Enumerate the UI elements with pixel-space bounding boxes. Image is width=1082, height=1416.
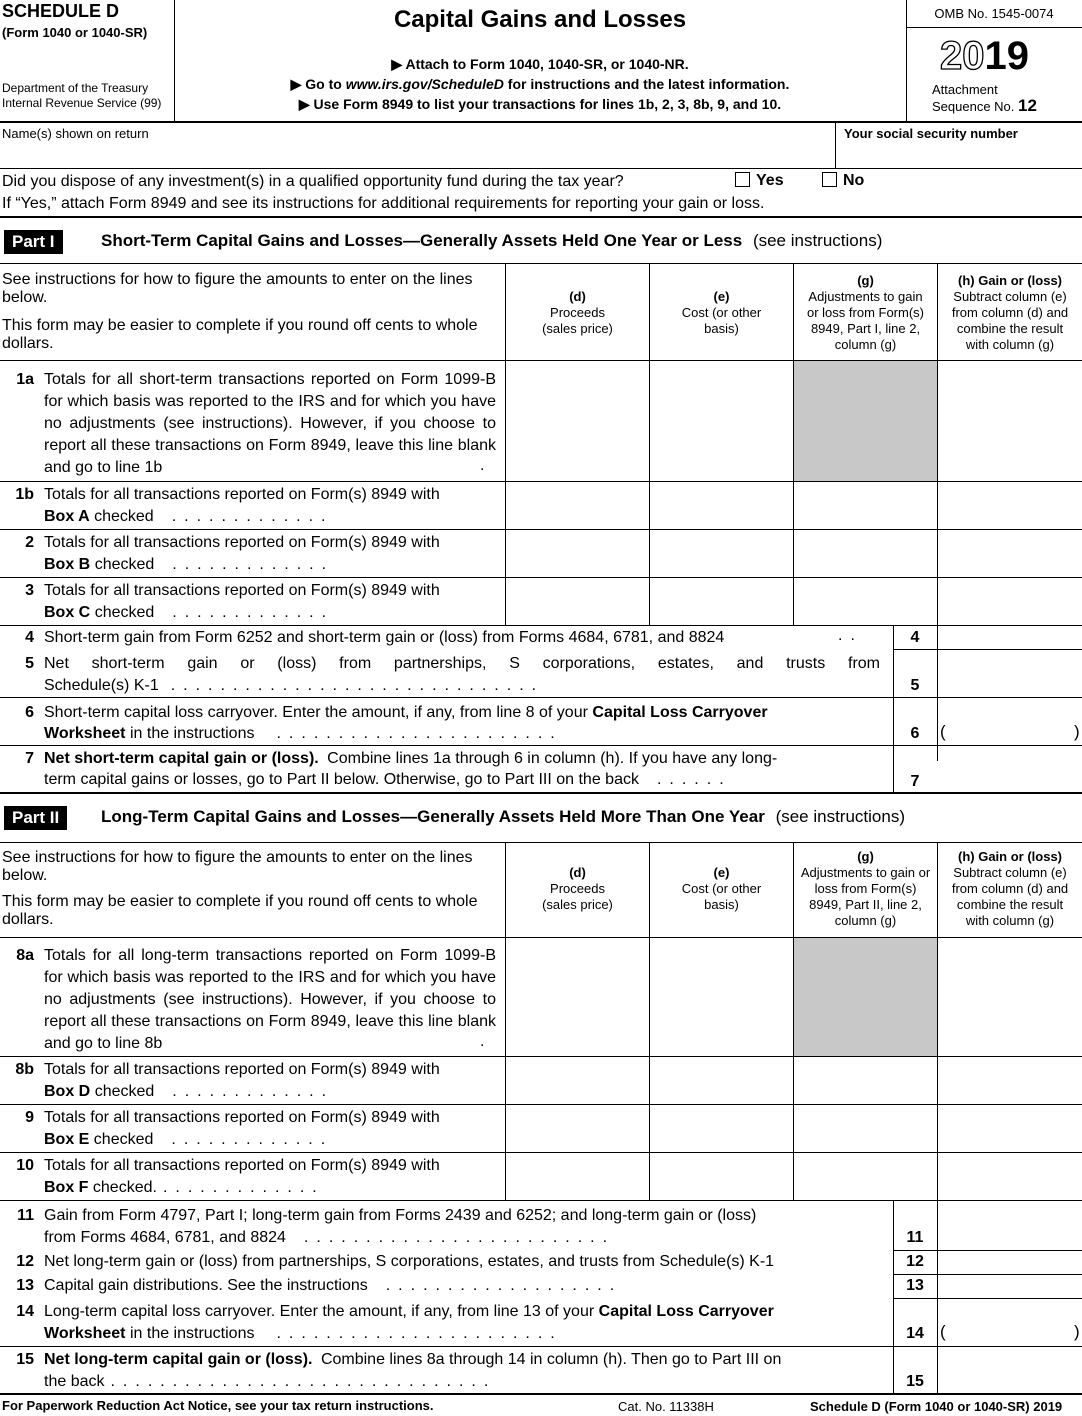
p2-col-d-text: Proceeds (sales price) bbox=[542, 881, 613, 912]
p2-col-g-text: Adjustments to gain or loss from Form(s) 8949, Part II, line 2, column (g) bbox=[800, 865, 931, 928]
line-8a-number: 8a bbox=[16, 947, 34, 964]
line-1b-leader: ............. bbox=[171, 508, 334, 525]
line-10-col-g-field[interactable] bbox=[794, 1153, 937, 1199]
line-6-col-h-field[interactable] bbox=[950, 698, 1072, 744]
sequence-text: Sequence No. bbox=[932, 99, 1015, 114]
line-10-col-h-field[interactable] bbox=[938, 1153, 1082, 1199]
sequence-label bbox=[932, 96, 1037, 116]
line-5-box: 5 bbox=[910, 677, 920, 694]
line-14-text-b bbox=[44, 1323, 563, 1345]
line-2-box-label: Box B bbox=[44, 556, 91, 573]
line-8a-text: Totals for all long-term transactions reported on Form 1099-B for which basis was reported to the IRS and for which you have no adjustments (see instructions). However, if you choose to report all these transactions on Form 8949, leave this line blank and go to line 8b bbox=[44, 947, 496, 1052]
p1-col-h-letter: (h) Gain or (loss) bbox=[958, 273, 1062, 288]
line-3-checked: checked bbox=[94, 604, 155, 621]
p2-colhead-intro2: This form may be easier to complete if you round off cents to whole dollars. bbox=[2, 893, 478, 928]
line-10-number: 10 bbox=[16, 1157, 34, 1174]
line-6-text-b bbox=[44, 723, 563, 745]
line-14-text-a bbox=[44, 1301, 774, 1323]
line-8a-col-h-field[interactable] bbox=[938, 938, 1082, 1056]
instruction-goto-pre: ▶ Go to bbox=[290, 76, 346, 92]
p2-col-h-text: Subtract column (e) from column (d) and combine the result with column (g) bbox=[951, 865, 1069, 928]
line-8b-text: Totals for all transactions reported on Form(s) 8949 with bbox=[44, 1061, 440, 1078]
line-10-col-e-field[interactable] bbox=[650, 1153, 793, 1199]
qof-no-option[interactable] bbox=[822, 172, 864, 190]
line-12-box: 12 bbox=[906, 1253, 924, 1270]
line-8b-col-g-field[interactable] bbox=[794, 1057, 937, 1103]
line-6-instructions: in the instructions bbox=[129, 725, 255, 742]
qof-no-label: No bbox=[843, 172, 865, 189]
line-6-open-paren: ( bbox=[940, 722, 946, 741]
line-8b-col-h-field[interactable] bbox=[938, 1057, 1082, 1103]
line-9-col-g-field[interactable] bbox=[794, 1105, 937, 1151]
line-1b-checked: checked bbox=[94, 508, 154, 525]
line-10-box-row bbox=[44, 1177, 325, 1199]
line-6-number: 6 bbox=[25, 704, 34, 721]
line-6-close-paren: ) bbox=[1074, 722, 1080, 741]
irs-label: Internal Revenue Service (99) bbox=[2, 96, 162, 110]
p2-col-e-text: Cost (or other basis) bbox=[681, 881, 762, 912]
line-1a-text: Totals for all short-term transactions reported on Form 1099-B for which basis was reported to the IRS and for which you have no adjustments (see instructions). However, if you choose to report all these transactions on Form 8949, leave this line blank and go to line 1b bbox=[44, 371, 496, 476]
line-5-leader: .............................. bbox=[170, 677, 545, 694]
line-15-text-a bbox=[44, 1349, 781, 1371]
line-3-leader: ............. bbox=[172, 604, 335, 621]
line-6-text-a bbox=[44, 702, 768, 724]
line-9-col-h-field[interactable] bbox=[938, 1105, 1082, 1151]
irs-url-link[interactable]: www.irs.gov/ScheduleD bbox=[345, 76, 504, 92]
p2-col-g-letter: (g) bbox=[857, 849, 874, 864]
line-14-col-h-field[interactable] bbox=[950, 1299, 1072, 1345]
qof-note: If “Yes,” attach Form 8949 and see its instructions for additional requirements for reporting your gain or loss. bbox=[2, 195, 765, 212]
line-6-worksheet: Worksheet bbox=[44, 725, 126, 742]
p2-colhead-intro1: See instructions for how to figure the amounts to enter on the lines below. bbox=[2, 849, 473, 884]
line-8b-col-d-field[interactable] bbox=[506, 1057, 649, 1103]
p2-col-e-header bbox=[650, 865, 793, 913]
line-13-label: Capital gain distributions. See the instructions bbox=[44, 1277, 368, 1294]
line-13-box: 13 bbox=[906, 1277, 924, 1294]
line-10-checked: checked. bbox=[92, 1179, 157, 1196]
instruction-8949: ▶ Use Form 8949 to list your transactions for lines 1b, 2, 3, 8b, 9, and 10. bbox=[298, 96, 782, 112]
line-3-number: 3 bbox=[25, 582, 34, 599]
line-1b-col-e-field[interactable] bbox=[650, 482, 793, 528]
line-4-text: Short-term gain from Form 6252 and short-term gain or (loss) from Forms 4684, 6781, and 8824 bbox=[44, 629, 725, 646]
line-10-col-d-field[interactable] bbox=[506, 1153, 649, 1199]
p1-col-d-letter: (d) bbox=[569, 289, 586, 304]
line-8a-col-e-field[interactable] bbox=[650, 938, 793, 1056]
line-14-close-paren: ) bbox=[1074, 1322, 1080, 1341]
line-1a-col-d-field[interactable] bbox=[506, 361, 649, 481]
part2-title-row bbox=[101, 807, 905, 827]
line-15-text-b bbox=[44, 1371, 496, 1393]
line-5-text-b bbox=[44, 675, 544, 697]
ssn-label: Your social security number bbox=[844, 126, 1018, 141]
line-1a-dot: . bbox=[480, 457, 485, 474]
instruction-attach: ▶ Attach to Form 1040, 1040-SR, or 1040-NR. bbox=[391, 56, 689, 72]
line-14-bold: Capital Loss Carryover bbox=[598, 1303, 774, 1320]
line-10-leader: ............. bbox=[162, 1179, 325, 1196]
line-11-number: 11 bbox=[17, 1207, 34, 1224]
line-9-number: 9 bbox=[25, 1109, 34, 1126]
tax-year-outline: 20 bbox=[940, 34, 985, 78]
line-3-text: Totals for all transactions reported on Form(s) 8949 with bbox=[44, 582, 440, 599]
sequence-number: 12 bbox=[1018, 96, 1037, 115]
line-4-leader: .. bbox=[838, 627, 863, 644]
ssn-field[interactable] bbox=[836, 124, 1082, 168]
form-name: SCHEDULE D bbox=[2, 1, 120, 21]
part1-see-instructions: (see instructions) bbox=[752, 231, 883, 250]
line-15-box: 15 bbox=[906, 1373, 924, 1390]
line-11-text-cont: from Forms 4684, 6781, and 8824 bbox=[44, 1229, 286, 1246]
line-12-number: 12 bbox=[16, 1253, 34, 1270]
line-1b-col-g-field[interactable] bbox=[794, 482, 937, 528]
line-14-box: 14 bbox=[906, 1325, 924, 1342]
footer-cat-number: Cat. No. 11338H bbox=[618, 1399, 714, 1414]
p2-col-h-header bbox=[938, 849, 1082, 929]
line-15-text-cont: the back bbox=[44, 1373, 105, 1390]
qof-question: Did you dispose of any investment(s) in a qualified opportunity fund during the tax year? bbox=[2, 173, 624, 190]
p1-colhead-intro2: This form may be easier to complete if you round off cents to whole dollars. bbox=[2, 317, 478, 352]
line-11-text-b bbox=[44, 1227, 615, 1249]
line-15-number: 15 bbox=[16, 1351, 34, 1368]
line-6-bold: Capital Loss Carryover bbox=[592, 704, 768, 721]
line-9-text: Totals for all transactions reported on Form(s) 8949 with bbox=[44, 1109, 440, 1126]
line-3-box-label: Box C bbox=[44, 604, 91, 621]
line-14-instructions: in the instructions bbox=[129, 1325, 255, 1342]
p2-col-d-letter: (d) bbox=[569, 865, 586, 880]
line-7-text: Combine lines 1a through 6 in column (h). If you have any long- bbox=[327, 750, 778, 767]
line-1b-box-label: Box A bbox=[44, 508, 90, 525]
line-8b-box-row bbox=[44, 1081, 334, 1103]
instruction-goto-post: for instructions and the latest information. bbox=[503, 76, 790, 92]
line-4-col-h-field[interactable] bbox=[938, 626, 1082, 648]
line-7-text-b bbox=[44, 769, 732, 791]
line-2-leader: ............. bbox=[172, 556, 335, 573]
line-14-worksheet: Worksheet bbox=[44, 1325, 126, 1342]
part1-title-row bbox=[101, 231, 882, 251]
line-8b-number: 8b bbox=[15, 1061, 34, 1078]
line-1b-box-row bbox=[44, 506, 333, 528]
line-7-text-cont: term capital gains or losses, go to Part II below. Otherwise, go to Part III on the back bbox=[44, 771, 639, 788]
line-5-col-h-field[interactable] bbox=[938, 650, 1082, 696]
line-9-box-label: Box E bbox=[44, 1131, 90, 1148]
line-15-bold: Net long-term capital gain or (loss). bbox=[44, 1351, 313, 1368]
p1-col-d-header bbox=[506, 289, 649, 337]
line-10-text: Totals for all transactions reported on Form(s) 8949 with bbox=[44, 1157, 440, 1174]
line-14-leader: ....................... bbox=[276, 1325, 563, 1342]
line-13-col-h-field[interactable] bbox=[938, 1275, 1082, 1297]
line-6-text: Short-term capital loss carryover. Enter the amount, if any, from line 8 of your bbox=[44, 704, 588, 721]
line-8a-dot: . bbox=[480, 1033, 485, 1050]
form-subtitle: (Form 1040 or 1040-SR) bbox=[2, 25, 148, 40]
line-8a-col-g-shaded bbox=[794, 938, 937, 1056]
names-field[interactable] bbox=[0, 124, 835, 168]
p2-col-e-letter: (e) bbox=[713, 865, 730, 880]
instruction-goto bbox=[175, 76, 905, 93]
line-15-col-h-field[interactable] bbox=[938, 1347, 1082, 1392]
line-15-text: Combine lines 8a through 14 in column (h). Then go to Part III on bbox=[320, 1351, 782, 1368]
names-label: Name(s) shown on return bbox=[2, 126, 149, 141]
line-7-col-h-field[interactable] bbox=[938, 746, 1082, 792]
line-3-col-d-field[interactable] bbox=[506, 578, 649, 624]
p1-col-g-header bbox=[794, 273, 937, 353]
tax-year-bold: 19 bbox=[984, 34, 1029, 78]
dept-treasury: Department of the Treasury bbox=[2, 81, 149, 95]
line-9-col-d-field[interactable] bbox=[506, 1105, 649, 1151]
p1-col-d-text: Proceeds (sales price) bbox=[542, 305, 613, 336]
line-8b-box-label: Box D bbox=[44, 1083, 91, 1100]
line-12-col-h-field[interactable] bbox=[938, 1251, 1082, 1273]
qof-yes-option[interactable] bbox=[735, 172, 784, 190]
tax-year bbox=[940, 34, 1029, 78]
p1-col-e-text: Cost (or other basis) bbox=[681, 305, 762, 336]
line-2-number: 2 bbox=[25, 534, 34, 551]
line-2-box-row bbox=[44, 554, 334, 576]
line-2-col-d-field[interactable] bbox=[506, 530, 649, 576]
part2-title: Long-Term Capital Gains and Losses—Generally Assets Held More Than One Year bbox=[101, 807, 765, 826]
line-7-box: 7 bbox=[910, 773, 920, 790]
attachment-label: Attachment bbox=[932, 82, 998, 97]
omb-number: OMB No. 1545-0074 bbox=[934, 6, 1054, 21]
line-9-col-e-field[interactable] bbox=[650, 1105, 793, 1151]
line-12-text: Net long-term gain or (loss) from partnerships, S corporations, estates, and trusts from Schedule(s) K-1 bbox=[44, 1253, 775, 1270]
part2-label: Part II bbox=[4, 806, 67, 830]
line-8a-col-d-field[interactable] bbox=[506, 938, 649, 1056]
p2-col-g-header bbox=[794, 849, 937, 929]
qof-no-checkbox[interactable] bbox=[822, 172, 837, 187]
line-1b-text: Totals for all transactions reported on Form(s) 8949 with bbox=[44, 486, 440, 503]
p2-col-h-letter: (h) Gain or (loss) bbox=[958, 849, 1062, 864]
line-5-number: 5 bbox=[25, 655, 34, 672]
part2-see-instructions: (see instructions) bbox=[775, 807, 905, 826]
line-4-box: 4 bbox=[910, 629, 920, 646]
line-2-col-e-field[interactable] bbox=[650, 530, 793, 576]
p1-col-e-header bbox=[650, 289, 793, 337]
line-13-leader: ................... bbox=[385, 1277, 623, 1294]
line-3-box-row bbox=[44, 602, 334, 624]
line-14-number: 14 bbox=[16, 1303, 34, 1320]
line-11-leader: ......................... bbox=[303, 1229, 616, 1246]
line-11-text-a: Gain from Form 4797, Part I; long-term gain from Forms 2439 and 6252; and long-term gain or (loss) bbox=[44, 1207, 757, 1224]
qof-yes-label: Yes bbox=[756, 172, 784, 189]
line-8b-leader: ............. bbox=[172, 1083, 335, 1100]
line-6-leader: ....................... bbox=[276, 725, 563, 742]
line-9-leader: ............. bbox=[171, 1131, 334, 1148]
footer-form-id: Schedule D (Form 1040 or 1040-SR) 2019 bbox=[810, 1399, 1063, 1414]
footer-paperwork-notice: For Paperwork Reduction Act Notice, see your tax return instructions. bbox=[2, 1398, 434, 1413]
line-3-col-e-field[interactable] bbox=[650, 578, 793, 624]
part1-label: Part I bbox=[4, 230, 63, 254]
form-title: Capital Gains and Losses bbox=[393, 6, 687, 33]
line-2-text: Totals for all transactions reported on Form(s) 8949 with bbox=[44, 534, 440, 551]
line-14-open-paren: ( bbox=[940, 1322, 946, 1341]
line-1a-col-g-shaded bbox=[794, 361, 937, 481]
p2-col-d-header bbox=[506, 865, 649, 913]
line-3-col-h-field[interactable] bbox=[938, 578, 1082, 624]
line-8b-col-e-field[interactable] bbox=[650, 1057, 793, 1103]
line-9-checked: checked bbox=[93, 1131, 154, 1148]
line-5-text-a: Net short-term gain or (loss) from partnerships, S corporations, estates, and trusts from bbox=[44, 655, 880, 672]
line-6-box: 6 bbox=[910, 725, 920, 742]
p1-colhead-intro1: See instructions for how to figure the amounts to enter on the lines below. bbox=[2, 271, 473, 306]
line-4-number: 4 bbox=[25, 629, 34, 646]
p1-col-g-text: Adjustments to gain or loss from Form(s) 8949, Part I, line 2, column (g) bbox=[807, 289, 924, 352]
line-8b-checked: checked bbox=[94, 1083, 155, 1100]
p1-col-h-header bbox=[938, 273, 1082, 353]
line-1b-col-d-field[interactable] bbox=[506, 482, 649, 528]
line-10-box-label: Box F bbox=[44, 1179, 89, 1196]
line-1b-col-h-field[interactable] bbox=[938, 482, 1082, 528]
line-5-schedule-k1: Schedule(s) K-1 bbox=[44, 677, 159, 694]
line-1a-number: 1a bbox=[16, 371, 34, 388]
line-3-col-g-field[interactable] bbox=[794, 578, 937, 624]
p1-col-g-letter: (g) bbox=[857, 273, 874, 288]
line-11-box: 11 bbox=[906, 1229, 924, 1246]
line-1a-col-h-field[interactable] bbox=[938, 361, 1082, 481]
p1-col-h-text: Subtract column (e) from column (d) and combine the result with column (g) bbox=[951, 289, 1069, 352]
line-13-text bbox=[44, 1275, 622, 1297]
line-7-leader: ...... bbox=[656, 771, 732, 788]
line-2-col-h-field[interactable] bbox=[938, 530, 1082, 576]
line-1a-col-e-field[interactable] bbox=[650, 361, 793, 481]
part1-title: Short-Term Capital Gains and Losses—Generally Assets Held One Year or Less bbox=[101, 231, 743, 250]
line-2-col-g-field[interactable] bbox=[794, 530, 937, 576]
line-7-number: 7 bbox=[25, 750, 34, 767]
line-7-bold: Net short-term capital gain or (loss). bbox=[44, 750, 319, 767]
qof-yes-checkbox[interactable] bbox=[735, 172, 750, 187]
line-1b-number: 1b bbox=[15, 486, 34, 503]
line-2-checked: checked bbox=[94, 556, 155, 573]
line-13-number: 13 bbox=[16, 1277, 34, 1294]
line-14-text: Long-term capital loss carryover. Enter the amount, if any, from line 13 of your bbox=[44, 1303, 595, 1320]
p1-col-e-letter: (e) bbox=[713, 289, 730, 304]
line-15-leader: ............................... bbox=[110, 1373, 497, 1390]
line-11-col-h-field[interactable] bbox=[938, 1201, 1082, 1249]
line-9-box-row bbox=[44, 1129, 333, 1151]
line-7-text-a bbox=[44, 748, 777, 770]
